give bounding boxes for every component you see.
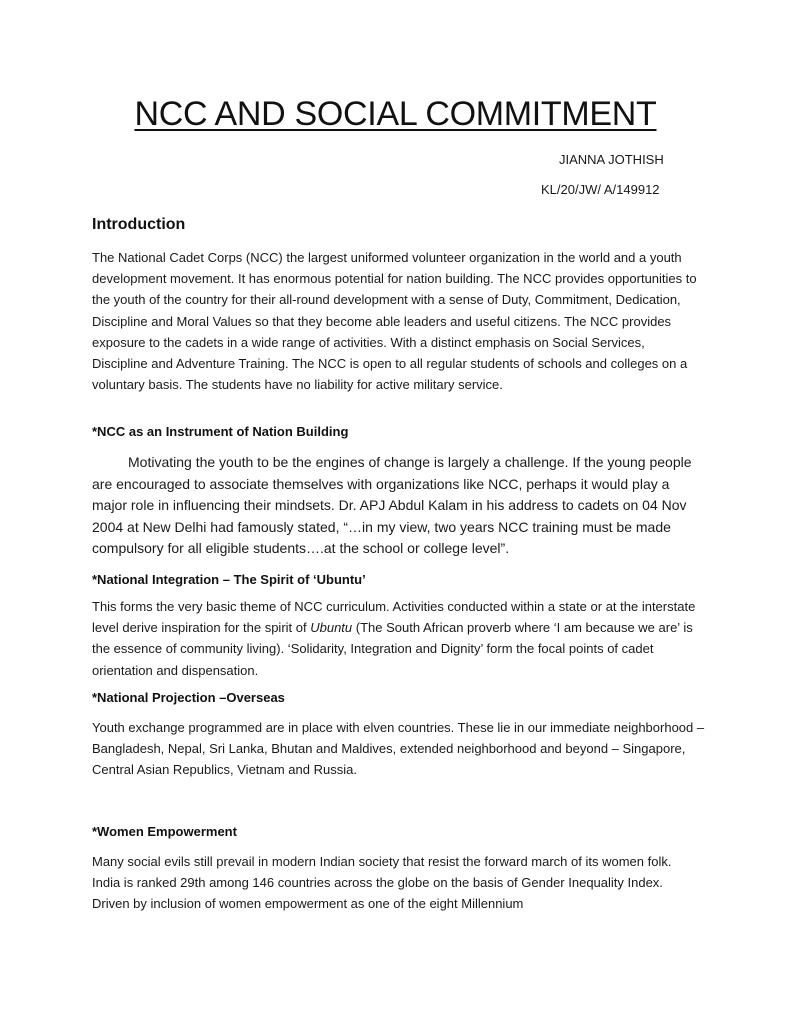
paragraph-ubuntu [92,596,707,681]
section-heading-nation-building: *NCC as an Instrument of Nation Building [92,424,349,439]
section-heading-introduction: Introduction [92,216,186,233]
paragraph-women: Many social evils still prevail in modern Indian society that resist the forward march of its women folk. India is ranked 29th among 146 countries across the globe on the basis of Gender Inequality Index. Driven by inclusion of women empowerment as one of the eight Millennium [92,854,672,912]
author-name: JIANNA JOTHISH [559,152,664,167]
ubuntu-text-before: This forms the very basic theme of NCC curriculum. Activities conducted within a state or at the interstate level derive inspiration for the spirit of [92,599,696,636]
paragraph-overseas: Youth exchange programmed are in place with elven countries. These lie in our immediate neighborhood – Bangladesh, Nepal, Sri Lanka, Bhutan and Maldives, extended neighborhood and beyond – Singapore, Central Asian Republics, Vietnam and Russia. [92,720,705,778]
paragraph-nation-building: Motivating the youth to be the engines of change is largely a challenge. If the young people are encouraged to associate themselves with organizations like NCC, perhaps it would play a major role in influencing their mindsets. Dr. APJ Abdul Kalam in his address to cadets on 04 Nov 2004 at New Delhi had famously stated, “…in my view, two years NCC training must be made compulsory for all eligible students….at the school or college level”. [92,454,692,557]
section-heading-overseas: *National Projection –Overseas [92,690,285,705]
section-heading-ubuntu: *National Integration – The Spirit of ‘Ubuntu’ [92,572,366,587]
ubuntu-text-after: (The South African proverb where ‘I am because we are’ is the essence of community living). ‘Solidarity, Integration and Dignity’ form the focal points of cadet orientation and dispensation. [92,620,693,678]
paragraph-introduction: The National Cadet Corps (NCC) the largest uniformed volunteer organization in the world and a youth development movement. It has enormous potential for nation building. The NCC provides opportunities to the youth of the country for their all-round development with a sense of Duty, Commitment, Dedication, Discipline and Moral Values so that they become able leaders and useful citizens. The NCC provides exposure to the cadets in a wide range of activities. With a distinct emphasis on Social Services, Discipline and Adventure Training. The NCC is open to all regular students of schools and colleges on a voluntary basis. The students have no liability for active military service. [92,250,697,393]
author-id: KL/20/JW/ A/149912 [541,182,660,197]
section-heading-women: *Women Empowerment [92,824,237,839]
ubuntu-italic-word: Ubuntu [310,620,353,636]
page-title: NCC AND SOCIAL COMMITMENT [134,95,657,133]
